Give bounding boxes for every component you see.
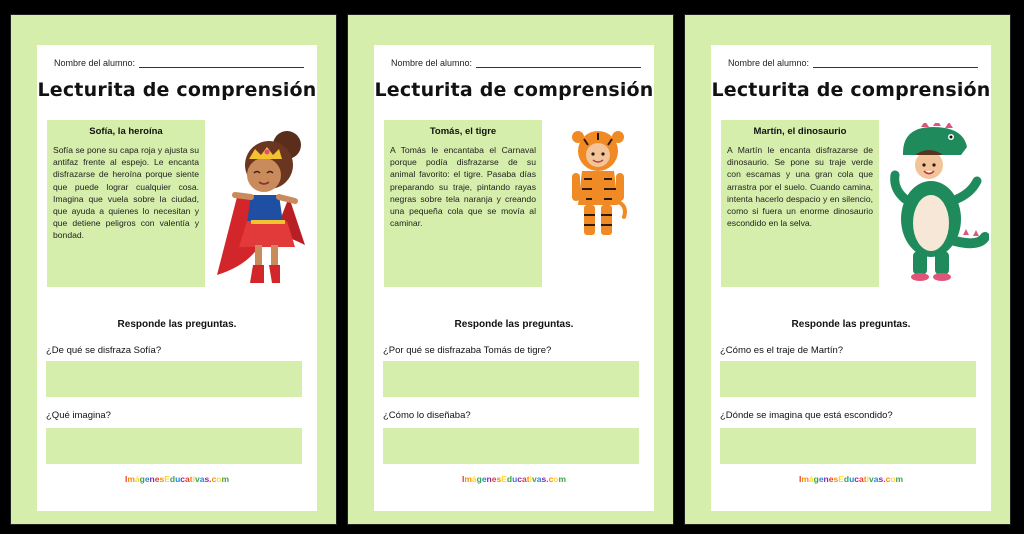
footer-brand-letter: E [164,474,170,484]
worksheet-title: Lecturita de comprensión [37,79,317,101]
footer-brand-letter: m [895,474,904,484]
footer-brand-letter: c [211,474,217,484]
dinosaur-costume-boy-illustration [881,123,989,285]
worksheet-sofia [10,14,337,525]
answer-box-1[interactable] [46,361,302,397]
footer-brand-letter: a [199,474,205,484]
footer-brand-letter: g [813,474,819,484]
worksheet-tomas [347,14,674,525]
student-name-blank[interactable] [476,60,641,68]
footer-brand-letter: e [491,474,497,484]
story-title: Martín, el dinosaurio [753,126,847,137]
footer-brand-letter: s [204,474,210,484]
footer-brand-letter: . [546,474,549,484]
footer-brand-letter: m [558,474,567,484]
footer-brand-letter: t [189,474,193,484]
footer-brand-letter: c [548,474,554,484]
footer-brand-letter: i [529,474,532,484]
footer-brand-letter: n [823,474,829,484]
footer-brand-letter: d [843,474,850,484]
footer-brand-letter: v [868,474,874,484]
footer-brand-letter: a [522,474,527,484]
footer-brand-letter: E [501,474,507,484]
footer-brand-letter: e [144,474,150,484]
question-2: ¿Cómo lo diseñaba? [383,410,471,421]
worksheet-page [37,45,317,511]
footer-brand [462,474,566,484]
footer-brand-letter: e [481,474,487,484]
footer-brand-letter: a [536,474,542,484]
footer-brand-letter: m [221,474,230,484]
worksheet-martin [684,14,1011,525]
footer-brand-letter: e [828,474,834,484]
student-name-blank[interactable] [139,60,304,68]
tiger-costume-boy-illustration [566,127,630,239]
footer-brand-letter: m [801,474,809,484]
instructions-heading: Responde las preguntas. [117,319,237,330]
worksheet-title: Lecturita de comprensión [374,79,654,101]
worksheet-page [374,45,654,511]
footer-brand-letter: u [175,474,181,484]
footer-brand-letter: c [885,474,891,484]
student-name-label: Nombre del alumno: [728,58,810,68]
footer-brand-letter: s [541,474,547,484]
footer-brand-letter: g [476,474,482,484]
footer-brand-letter: s [496,474,502,484]
footer-brand-letter: a [859,474,864,484]
story-box [47,120,205,287]
footer-brand-letter: I [124,474,128,484]
footer-brand-letter: s [833,474,839,484]
footer-brand-letter: o [553,474,559,484]
student-name-label: Nombre del alumno: [54,58,136,68]
footer-brand-letter: n [486,474,492,484]
answer-box-2[interactable] [46,428,302,464]
footer-brand-letter: . [883,474,886,484]
question-2: ¿Dónde se imagina que está escondido? [720,410,893,421]
instructions-heading: Responde las preguntas. [454,319,574,330]
footer-brand-letter: o [890,474,896,484]
footer-brand-letter: t [526,474,530,484]
story-text: A Martín le encanta disfrazarse de dinosaurio. Se pone su traje verde con escamas y una gran cola que arrastra por el suelo. Cuando camina, intenta hacerlo despacio y en silencio, como si fuera un enorme dinosaurio escondido en la selva. [727,145,873,229]
site-footer [711,474,991,484]
student-name-line [728,58,978,68]
footer-brand-letter: d [506,474,513,484]
footer-brand-letter: c [180,474,186,484]
site-footer [37,474,317,484]
answer-box-1[interactable] [383,361,639,397]
question-1: ¿Por qué se disfrazaba Tomás de tigre? [383,345,552,356]
footer-brand-letter: . [209,474,212,484]
footer-brand-letter: á [808,474,814,484]
footer-brand-letter: t [863,474,867,484]
story-title: Sofía, la heroína [89,126,163,137]
question-1: ¿De qué se disfraza Sofía? [46,345,162,356]
footer-brand-letter: u [512,474,518,484]
footer-brand-letter: s [878,474,884,484]
footer-brand-letter: m [464,474,472,484]
footer-brand-letter: E [838,474,844,484]
story-box [721,120,879,287]
site-footer [374,474,654,484]
footer-brand-letter: o [216,474,222,484]
footer-brand-letter: v [531,474,537,484]
question-1: ¿Cómo es el traje de Martín? [720,345,844,356]
footer-brand-letter: s [159,474,165,484]
footer-brand-letter: a [873,474,879,484]
question-2: ¿Qué imagina? [46,410,111,421]
footer-brand-letter: v [194,474,200,484]
footer-brand-letter: m [127,474,135,484]
student-name-label: Nombre del alumno: [391,58,473,68]
story-box [384,120,542,287]
answer-box-1[interactable] [720,361,976,397]
footer-brand-letter: d [169,474,176,484]
footer-brand-letter: e [154,474,160,484]
footer-brand-letter: c [854,474,860,484]
footer-brand-letter: c [517,474,523,484]
story-text: A Tomás le encantaba el Carnaval porque podía disfrazarse de su animal favorito: el tigre. Pasaba días preparando su traje, pintando rayas negras sobre tela naranja y creando una pequeña cola que se movía al caminar. [390,145,536,229]
student-name-line [391,58,641,68]
superhero-girl-illustration [209,125,313,290]
footer-brand-letter: á [134,474,140,484]
student-name-blank[interactable] [813,60,978,68]
story-title: Tomás, el tigre [429,126,497,137]
student-name-line [54,58,304,68]
instructions-heading: Responde las preguntas. [791,319,911,330]
footer-brand [125,474,229,484]
footer-brand-letter: I [798,474,802,484]
footer-brand-letter: I [461,474,465,484]
footer-brand-letter: u [849,474,855,484]
footer-brand [799,474,903,484]
footer-brand-letter: e [818,474,824,484]
worksheet-title: Lecturita de comprensión [711,79,991,101]
footer-brand-letter: n [149,474,155,484]
footer-brand-letter: i [192,474,195,484]
footer-brand-letter: á [471,474,477,484]
footer-brand-letter: a [185,474,190,484]
footer-brand-letter: g [139,474,145,484]
answer-box-2[interactable] [720,428,976,464]
answer-box-2[interactable] [383,428,639,464]
footer-brand-letter: i [866,474,869,484]
story-text: Sofía se pone su capa roja y ajusta su antifaz frente al espejo. Le encanta disfrazarse de heroína porque siente que puede lograr cualquier cosa. Imagina que vuela sobre la ciudad, que ayuda a quienes lo necesitan y que detiene peligros con valentía y bondad. [53,145,199,241]
worksheet-page [711,45,991,511]
